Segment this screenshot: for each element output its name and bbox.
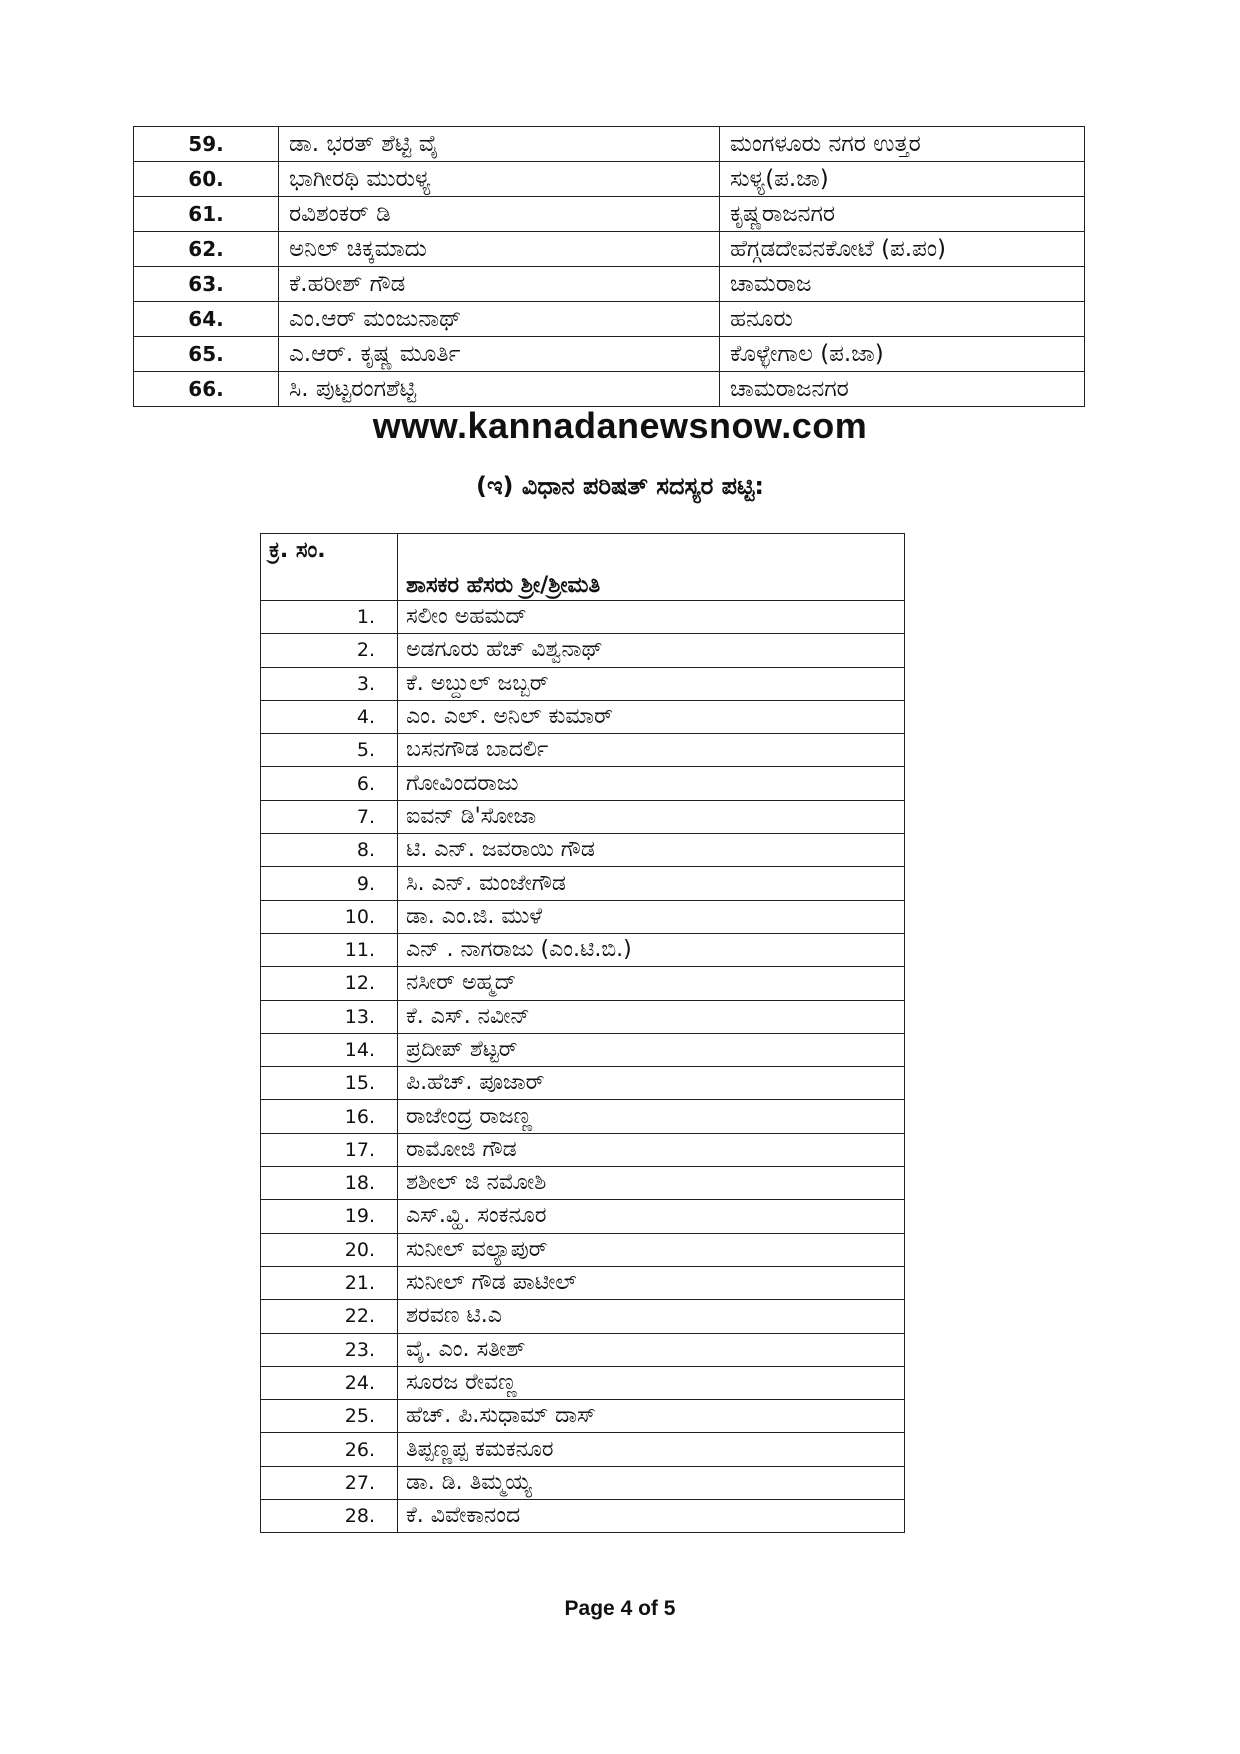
serial-number: 18. xyxy=(261,1167,398,1200)
member-name: ನಸೀರ್ ಅಹ್ಮದ್ xyxy=(398,967,905,1000)
table-row xyxy=(261,834,905,867)
member-name: ಪಿ.ಹೆಚ್. ಪೂಜಾರ್ xyxy=(398,1067,905,1100)
mlc-table xyxy=(260,533,905,1533)
serial-number: 19. xyxy=(261,1200,398,1233)
table-row xyxy=(261,667,905,700)
serial-number: 3. xyxy=(261,667,398,700)
constituency: ಚಾಮರಾಜ xyxy=(720,267,1085,302)
member-name: ಸಲೀಂ ಅಹಮದ್ xyxy=(398,601,905,634)
table-row xyxy=(134,302,1085,337)
table-row xyxy=(134,337,1085,372)
table-row xyxy=(261,1067,905,1100)
member-name: ಟಿ. ಎನ್. ಜವರಾಯಿ ಗೌಡ xyxy=(398,834,905,867)
member-name: ಡಾ. ಎಂ.ಜಿ. ಮುಳೆ xyxy=(398,900,905,933)
serial-number: 9. xyxy=(261,867,398,900)
serial-number: 8. xyxy=(261,834,398,867)
table-row xyxy=(261,700,905,733)
table-row xyxy=(261,867,905,900)
serial-number: 15. xyxy=(261,1067,398,1100)
member-name: ವೈ. ಎಂ. ಸತೀಶ್ xyxy=(398,1333,905,1366)
table-row xyxy=(261,1167,905,1200)
serial-number: 61. xyxy=(134,197,279,232)
constituency: ಹೆಗ್ಗಡದೇವನಕೋಟೆ (ಪ.ಪಂ) xyxy=(720,232,1085,267)
member-name: ಸುನೀಲ್ ಗೌಡ ಪಾಟೀಲ್ xyxy=(398,1266,905,1299)
serial-number: 65. xyxy=(134,337,279,372)
constituency: ಮಂಗಳೂರು ನಗರ ಉತ್ತರ xyxy=(720,127,1085,162)
table-row xyxy=(134,232,1085,267)
member-name: ರಾಜೇಂದ್ರ ರಾಜಣ್ಣ xyxy=(398,1100,905,1133)
serial-number: 24. xyxy=(261,1366,398,1399)
member-name: ರಾಮೋಜಿ ಗೌಡ xyxy=(398,1133,905,1166)
header-member-name: ಶಾಸಕರ ಹೆಸರು ಶ್ರೀ/ಶ್ರೀಮತಿ xyxy=(398,534,905,601)
table-row xyxy=(261,1133,905,1166)
table-row xyxy=(134,127,1085,162)
table-row xyxy=(261,967,905,1000)
serial-number: 60. xyxy=(134,162,279,197)
table-row xyxy=(261,1100,905,1133)
serial-number: 4. xyxy=(261,700,398,733)
member-name: ಎಂ.ಆರ್ ಮಂಜುನಾಥ್ xyxy=(279,302,720,337)
serial-number: 62. xyxy=(134,232,279,267)
section-title: (ಇ) ವಿಧಾನ ಪರಿಷತ್ ಸದಸ್ಯರ ಪಟ್ಟಿ: xyxy=(475,472,764,500)
table-row xyxy=(134,162,1085,197)
serial-number: 66. xyxy=(134,372,279,407)
watermark-url: www.kannadanewsnow.com xyxy=(372,405,868,446)
table-row xyxy=(134,267,1085,302)
table-row xyxy=(261,1366,905,1399)
mlc-header-row xyxy=(261,534,905,601)
serial-number: 23. xyxy=(261,1333,398,1366)
constituency: ಹನೂರು xyxy=(720,302,1085,337)
member-name: ಕೆ. ಅಬ್ದುಲ್ ಜಬ್ಬರ್ xyxy=(398,667,905,700)
page-number: Page 4 of 5 xyxy=(564,1597,676,1620)
member-name: ಶಶೀಲ್ ಜಿ ನಮೋಶಿ xyxy=(398,1167,905,1200)
member-name: ಸುನೀಲ್ ವಲ್ಯಾಪುರ್ xyxy=(398,1233,905,1266)
table-row xyxy=(261,1466,905,1499)
member-name: ಅನಿಲ್ ಚಿಕ್ಕಮಾದು xyxy=(279,232,720,267)
constituency: ಚಾಮರಾಜನಗರ xyxy=(720,372,1085,407)
member-name: ಕೆ. ಎಸ್. ನವೀನ್ xyxy=(398,1000,905,1033)
constituency: ಕೃಷ್ಣರಾಜನಗರ xyxy=(720,197,1085,232)
member-name: ಎಂ. ಎಲ್. ಅನಿಲ್ ಕುಮಾರ್ xyxy=(398,700,905,733)
member-name: ಗೋವಿಂದರಾಜು xyxy=(398,767,905,800)
member-name: ಕೆ. ವಿವೇಕಾನಂದ xyxy=(398,1500,905,1533)
member-name: ಹೆಚ್. ಪಿ.ಸುಧಾಮ್ ದಾಸ್ xyxy=(398,1400,905,1433)
table-row xyxy=(261,1400,905,1433)
serial-number: 27. xyxy=(261,1466,398,1499)
serial-number: 17. xyxy=(261,1133,398,1166)
serial-number: 10. xyxy=(261,900,398,933)
serial-number: 11. xyxy=(261,933,398,966)
table-row xyxy=(134,197,1085,232)
serial-number: 20. xyxy=(261,1233,398,1266)
member-name: ಸೂರಜ ರೇವಣ್ಣ xyxy=(398,1366,905,1399)
serial-number: 22. xyxy=(261,1300,398,1333)
member-name: ಡಾ. ಭರತ್ ಶೆಟ್ಟಿ ವೈ xyxy=(279,127,720,162)
member-name: ಎ.ಆರ್. ಕೃಷ್ಣ ಮೂರ್ತಿ xyxy=(279,337,720,372)
serial-number: 26. xyxy=(261,1433,398,1466)
member-name: ಡಾ. ಡಿ. ತಿಮ್ಮಯ್ಯ xyxy=(398,1466,905,1499)
member-name: ಶರವಣ ಟಿ.ಎ xyxy=(398,1300,905,1333)
table-row xyxy=(134,372,1085,407)
member-name: ಸಿ. ಎನ್. ಮಂಜೇಗೌಡ xyxy=(398,867,905,900)
table-row xyxy=(261,1266,905,1299)
serial-number: 5. xyxy=(261,734,398,767)
table-row xyxy=(261,634,905,667)
member-name: ಕೆ.ಹರೀಶ್ ಗೌಡ xyxy=(279,267,720,302)
serial-number: 1. xyxy=(261,601,398,634)
table-row xyxy=(261,1433,905,1466)
serial-number: 63. xyxy=(134,267,279,302)
serial-number: 25. xyxy=(261,1400,398,1433)
member-name: ಸಿ. ಪುಟ್ಟರಂಗಶೆಟ್ಟಿ xyxy=(279,372,720,407)
member-name: ತಿಪ್ಪಣ್ಣಪ್ಪ ಕಮಕನೂರ xyxy=(398,1433,905,1466)
serial-number: 14. xyxy=(261,1033,398,1066)
table-row xyxy=(261,800,905,833)
table-row xyxy=(261,900,905,933)
table-row xyxy=(261,1500,905,1533)
constituency: ಸುಳ್ಯ(ಪ.ಜಾ) xyxy=(720,162,1085,197)
table-row xyxy=(261,1033,905,1066)
member-name: ಬಸನಗೌಡ ಬಾದರ್ಲಿ xyxy=(398,734,905,767)
mla-table xyxy=(133,126,1085,407)
member-name: ಭಾಗೀರಥಿ ಮುರುಳ್ಯ xyxy=(279,162,720,197)
serial-number: 6. xyxy=(261,767,398,800)
table-row xyxy=(261,601,905,634)
table-row xyxy=(261,767,905,800)
serial-number: 2. xyxy=(261,634,398,667)
table-row xyxy=(261,1300,905,1333)
member-name: ಎಸ್.ವ್ಹಿ. ಸಂಕನೂರ xyxy=(398,1200,905,1233)
table-row xyxy=(261,1233,905,1266)
member-name: ಪ್ರದೀಪ್ ಶೆಟ್ಟರ್ xyxy=(398,1033,905,1066)
member-name: ಐವನ್ ಡಿ'ಸೋಜಾ xyxy=(398,800,905,833)
constituency: ಕೊಳ್ಳೇಗಾಲ (ಪ.ಜಾ) xyxy=(720,337,1085,372)
member-name: ಎನ್ . ನಾಗರಾಜು (ಎಂ.ಟಿ.ಬಿ.) xyxy=(398,933,905,966)
header-serial-number: ಕ್ರ. ಸಂ. xyxy=(261,534,398,601)
serial-number: 12. xyxy=(261,967,398,1000)
table-row xyxy=(261,734,905,767)
member-name: ಅಡಗೂರು ಹೆಚ್ ವಿಶ್ವನಾಥ್ xyxy=(398,634,905,667)
serial-number: 13. xyxy=(261,1000,398,1033)
serial-number: 59. xyxy=(134,127,279,162)
member-name: ರವಿಶಂಕರ್ ಡಿ xyxy=(279,197,720,232)
table-row xyxy=(261,933,905,966)
serial-number: 64. xyxy=(134,302,279,337)
serial-number: 16. xyxy=(261,1100,398,1133)
table-row xyxy=(261,1000,905,1033)
serial-number: 28. xyxy=(261,1500,398,1533)
serial-number: 21. xyxy=(261,1266,398,1299)
table-row xyxy=(261,1200,905,1233)
table-row xyxy=(261,1333,905,1366)
serial-number: 7. xyxy=(261,800,398,833)
